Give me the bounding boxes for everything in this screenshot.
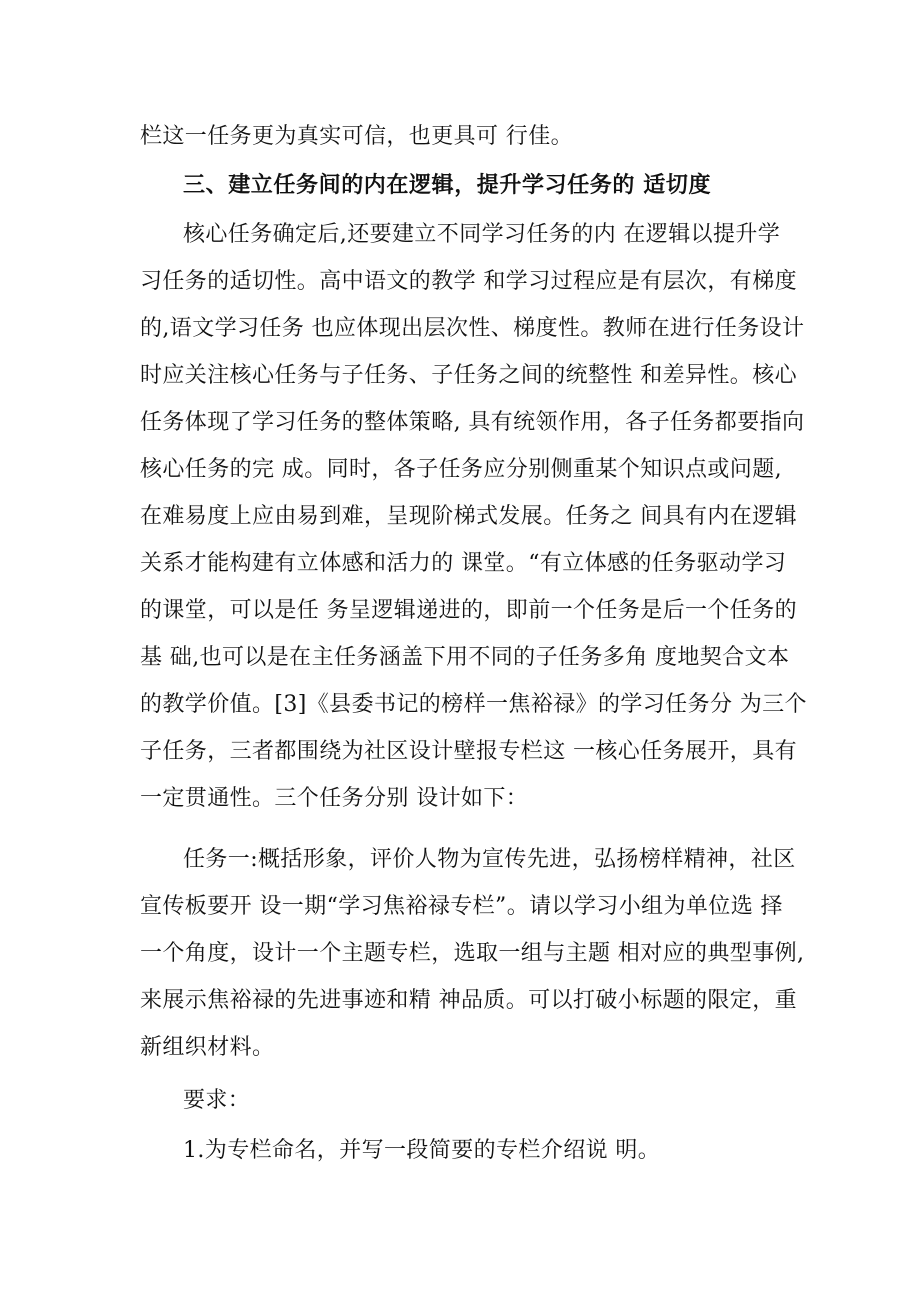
paragraph-line: 时应关注核心任务与子任务、子任务之间的统整性 和差异性。核心 xyxy=(140,363,797,388)
paragraph-line: 在难易度上应由易到难，呈现阶梯式发展。任务之 间具有内在逻辑 xyxy=(140,504,797,529)
paragraph-line: 的,语文学习任务 也应体现出层次性、梯度性。教师在进行任务设计 xyxy=(140,316,805,341)
paragraph-line: 习任务的适切性。高中语文的教学 和学习过程应是有层次，有梯度 xyxy=(140,269,797,294)
paragraph-line: 的课堂，可以是任 务呈逻辑递进的，即前一个任务是后一个任务的 xyxy=(140,598,797,623)
paragraph-line: 子任务，三者都围绕为社区设计壁报专栏这 一核心任务展开，具有 xyxy=(140,739,797,764)
paragraph-line: 任务体现了学习任务的整体策略, 具有统领作用，各子任务都要指向 xyxy=(140,410,805,435)
paragraph-line: 基 础,也可以是在主任务涵盖下用不同的子任务多角 度地契合文本 xyxy=(140,645,790,670)
paragraph-line: 关系才能构建有立体感和活力的 课堂。“有立体感的任务驱动学习 xyxy=(140,551,787,576)
requirements-label: 要求： xyxy=(183,1088,251,1113)
paragraph-line: 一定贯通性。三个任务分别 设计如下： xyxy=(140,786,529,811)
carryover-line: 栏这一任务更为真实可信，也更具可 行佳。 xyxy=(140,124,573,149)
paragraph-line: 宣传板要开 设一期“学习焦裕禄专栏”。请以学习小组为单位选 择 xyxy=(140,894,783,919)
paragraph-line: 核心任务的完 成。同时，各子任务应分别侧重某个知识点或问题, xyxy=(140,457,782,482)
paragraph-line: 核心任务确定后,还要建立不同学习任务的内 在逻辑以提升学 xyxy=(183,222,781,247)
paragraph-line: 新组织材料。 xyxy=(140,1035,275,1060)
section-heading: 三、建立任务间的内在逻辑，提升学习任务的 适切度 xyxy=(183,173,712,198)
requirement-item: 1.为专栏命名，并写一段简要的专栏介绍说 明。 xyxy=(183,1138,661,1163)
paragraph-line: 来展示焦裕禄的先进事迹和精 神品质。可以打破小标题的限定，重 xyxy=(140,988,797,1013)
paragraph-line: 一个角度，设计一个主题专栏，选取一组与主题 相对应的典型事例, xyxy=(140,941,805,966)
paragraph-line: 任务一:概括形象，评价人物为宣传先进，弘扬榜样精神，社区 xyxy=(183,847,796,872)
paragraph-line: 的教学价值。[3]《县委书记的榜样一焦裕禄》的学习任务分 为三个 xyxy=(140,692,807,717)
